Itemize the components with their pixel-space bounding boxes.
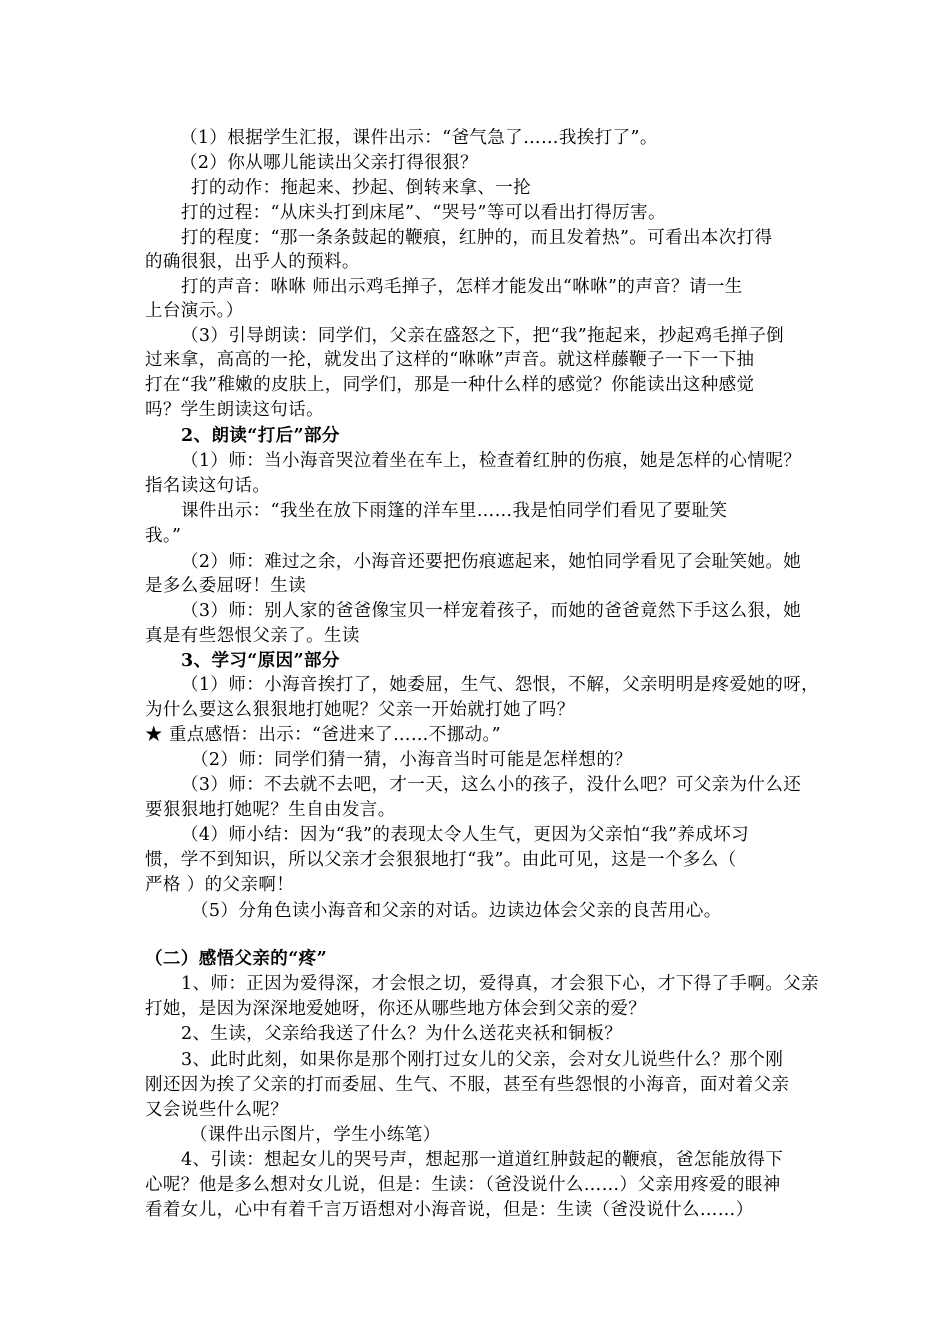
text-line: 4、引读：想起女儿的哭号声，想起那一道道红肿鼓起的鞭痕，爸怎能放得下 xyxy=(181,1150,784,1170)
text-line: （2）你从哪儿能读出父亲打得很狠？ xyxy=(180,153,478,173)
text-line: （1）师：小海音挨打了，她委屈，生气、怨恨，不解，父亲明明是疼爱她的呀， xyxy=(181,675,820,695)
text-line: 真是有些怨恨父亲了。生读 xyxy=(145,626,360,646)
section-heading: 3、学习“原因”部分 xyxy=(181,651,340,671)
text-line: 是多么委屈呀！生读 xyxy=(145,576,307,596)
text-line: 1、师：正因为爱得深，才会恨之切，爱得真，才会狠下心，才下得了手啊。父亲 xyxy=(181,974,820,994)
text-line: （2）师：难过之余，小海音还要把伤痕遮起来，她怕同学看见了会耻笑她。她 xyxy=(181,552,802,572)
text-line: 打的程度：“那一条条鼓起的鞭痕，红肿的，而且发着热”。可看出本次打得 xyxy=(181,228,773,248)
text-line: 我。” xyxy=(145,526,182,546)
text-line: 课件出示：“我坐在放下雨篷的洋车里……我是怕同学们看见了要耻笑 xyxy=(181,501,728,521)
text-line: 看着女儿，心中有着千言万语想对小海音说，但是：生读（爸没说什么……） xyxy=(145,1200,754,1220)
text-line: （课件出示图片，学生小练笔） xyxy=(190,1125,441,1145)
text-line: 吗？学生朗读这句话。 xyxy=(145,400,324,420)
text-line: ★ 重点感悟：出示：“爸进来了……不挪动。” xyxy=(145,725,502,745)
text-line: （5）分角色读小海音和父亲的对话。边读边体会父亲的良苦用心。 xyxy=(191,901,722,921)
text-line: 严格 ）的父亲啊！ xyxy=(145,875,295,895)
text-line: （3）师：不去就不去吧，才一天，这么小的孩子，没什么吧？可父亲为什么还 xyxy=(181,775,802,795)
text-line: 打的动作：拖起来、抄起、倒转来拿、一抡 xyxy=(191,178,532,198)
text-line: 要狠狠地打她呢？生自由发言。 xyxy=(145,800,396,820)
text-line: （2）师：同学们猜一猜，小海音当时可能是怎样想的？ xyxy=(191,750,633,770)
text-line: 为什么要这么狠狠地打她呢？父亲一开始就打她了吗？ xyxy=(145,700,575,720)
text-line: 打的声音：咻咻 师出示鸡毛掸子，怎样才能发出“咻咻”的声音？请一生 xyxy=(181,277,743,297)
text-line: 2、生读，父亲给我送了什么？为什么送花夹袄和铜板？ xyxy=(181,1024,623,1044)
text-line: 惯，学不到知识，所以父亲才会狠狠地打“我”。由此可见，这是一个多么（ xyxy=(145,850,737,870)
text-line: 3、此时此刻，如果你是那个刚打过女儿的父亲，会对女儿说些什么？那个刚 xyxy=(181,1050,784,1070)
text-line: 又会说些什么呢？ xyxy=(145,1100,289,1120)
text-line: 指名读这句话。 xyxy=(145,476,271,496)
text-line: （3）引导朗读：同学们，父亲在盛怒之下，把“我”拖起来，抄起鸡毛掸子倒 xyxy=(181,326,785,346)
section-heading: 2、朗读“打后”部分 xyxy=(181,426,340,446)
section-heading: （二）感悟父亲的“疼” xyxy=(145,949,328,969)
text-line: （4）师小结：因为“我”的表现太令人生气，更因为父亲怕“我”养成坏习 xyxy=(181,825,750,845)
text-line: 心呢？他是多么想对女儿说，但是：生读：（爸没说什么……）父亲用疼爱的眼神 xyxy=(145,1175,781,1195)
text-line: 打她，是因为深深地爱她呀，你还从哪些地方体会到父亲的爱？ xyxy=(145,999,647,1019)
text-line: （3）师：别人家的爸爸像宝贝一样宠着孩子，而她的爸爸竟然下手这么狠，她 xyxy=(181,601,802,621)
text-line: 的确很狠，出乎人的预料。 xyxy=(145,252,360,272)
text-line: 打的过程：“从床头打到床尾”、“哭号”等可以看出打得厉害。 xyxy=(181,203,666,223)
text-line: 打在“我”稚嫩的皮肤上，同学们，那是一种什么样的感觉？你能读出这种感觉 xyxy=(145,375,755,395)
text-line: 过来拿，高高的一抡，就发出了这样的“咻咻”声音。就这样藤鞭子一下一下抽 xyxy=(145,350,755,370)
text-line: 刚还因为挨了父亲的打而委屈、生气、不服，甚至有些怨恨的小海音，面对着父亲 xyxy=(145,1075,790,1095)
text-line: （1）根据学生汇报，课件出示：“爸气急了……我挨打了”。 xyxy=(180,128,658,148)
text-line: 上台演示。） xyxy=(145,301,244,321)
text-line: （1）师：当小海音哭泣着坐在车上，检查着红肿的伤痕，她是怎样的心情呢？ xyxy=(181,451,802,471)
